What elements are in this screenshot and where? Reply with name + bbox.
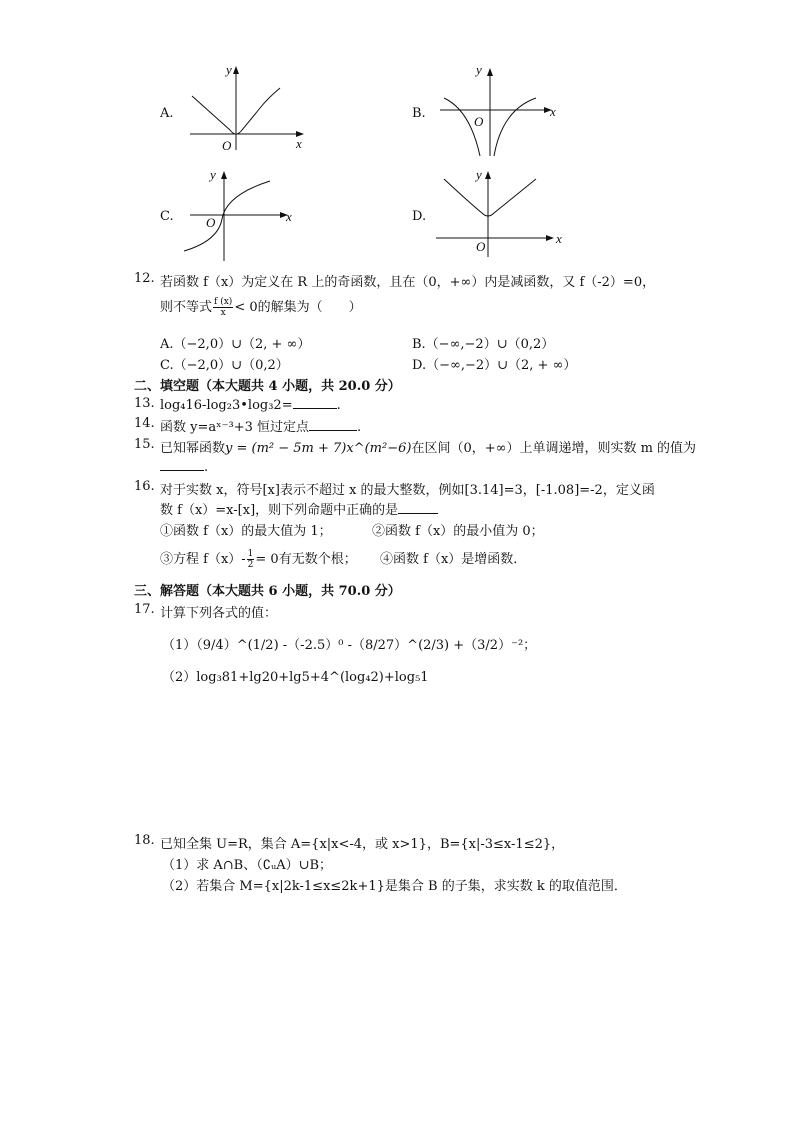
- graph-b: [430, 60, 565, 160]
- graph-c-x-label: x: [286, 209, 292, 224]
- option-a-label: A.: [160, 106, 174, 121]
- q13-answer-blank: [293, 396, 337, 409]
- q16-claim-3-fraction: [247, 549, 255, 570]
- q12-line2-post: < 0的解集为（ ）: [234, 300, 362, 315]
- q12-frac-num: f (x): [214, 297, 233, 307]
- q16-line1: 对于实数 x，符号[x]表示不超过 x 的最大整数，例如[3.14]=3，[-1.08]=-2，定义函: [160, 483, 655, 498]
- q17-title: 计算下列各式的值：: [160, 606, 278, 621]
- q18-line1: 已知全集 U=R，集合 A={x|x<-4，或 x>1}，B={x|-3≤x-1≤2}，: [160, 837, 565, 852]
- q12-option-a[interactable]: A.（−2,0）∪（2, + ∞）: [160, 337, 311, 352]
- q16-c3-frac-num: 1: [247, 549, 254, 559]
- q12-line2-pre: 则不等式: [160, 300, 213, 315]
- q12-frac-den: x: [220, 308, 226, 318]
- q15-number: 15.: [134, 437, 155, 452]
- q12-option-d[interactable]: D.（−∞,−2）∪（2, + ∞）: [412, 358, 577, 373]
- option-c-label: C.: [160, 209, 174, 224]
- graph-c: [180, 165, 300, 265]
- q16-line2: [160, 499, 438, 518]
- q18-number: 18.: [134, 833, 155, 848]
- graph-b-origin: O: [474, 114, 484, 129]
- q15-line1: [160, 437, 696, 456]
- q14-expression: 函数 y=aˣ⁻³+3 恒过定点: [160, 420, 309, 435]
- q16-claim-4: ④函数 f（x）是增函数．: [380, 552, 527, 567]
- q16-claim-2: ②函数 f（x）的最小值为 0；: [372, 524, 544, 539]
- q15-line2: [160, 458, 208, 475]
- q15-end: .: [204, 460, 209, 475]
- graph-d: [432, 165, 572, 260]
- graph-a-x-label: x: [296, 136, 302, 151]
- q16-answer-blank: [398, 501, 438, 514]
- q14-end: .: [357, 420, 362, 435]
- q12-option-b[interactable]: B.（−∞,−2）∪（0,2）: [412, 337, 555, 352]
- graph-d-x-label: x: [556, 231, 562, 246]
- q16-line2-text: 数 f（x）=x-[x]，则下列命题中正确的是: [160, 503, 399, 518]
- graph-a: [180, 60, 310, 155]
- q16-claim-3-post: = 0有无数个根；: [255, 552, 357, 567]
- graph-b-y-label: y: [476, 62, 482, 77]
- section-3-heading: 三、解答题（本大题共 6 小题，共 70.0 分）: [134, 584, 401, 599]
- graph-b-x-label: x: [550, 104, 556, 119]
- graph-d-origin: O: [476, 239, 486, 254]
- q15-pre: 已知幂函数: [160, 441, 226, 456]
- q13-number: 13.: [134, 396, 155, 411]
- q15-formula: y = (m² − 5m + 7)x^(m²−6): [225, 441, 412, 456]
- q15-answer-blank: [160, 458, 204, 471]
- q17-part1: （1）（9/4）^(1/2) -（-2.5）⁰ -（8/27）^(2/3) +（3/2）⁻²；: [162, 638, 537, 653]
- q13-end: .: [336, 398, 341, 413]
- q12-option-c[interactable]: C.（−2,0）∪（0,2）: [160, 358, 289, 373]
- q12-number: 12.: [134, 271, 155, 286]
- graph-c-y-label: y: [210, 167, 216, 182]
- q16-c3-frac-den: 2: [247, 560, 254, 570]
- q16-claim-3-pre: ③方程 f（x）-: [160, 552, 246, 567]
- q17-number: 17.: [134, 602, 155, 617]
- q15-post: 在区间（0，+∞）上单调递增，则实数 m 的值为: [411, 441, 697, 456]
- q18-part1: （1）求 A∩B、（∁ᵤA）∪B；: [162, 858, 333, 873]
- q12-fraction: [213, 297, 233, 318]
- q14-answer-blank: [309, 418, 357, 431]
- option-b-label: B.: [412, 106, 426, 121]
- q13-text: [160, 396, 341, 413]
- section-2-heading: 二、填空题（本大题共 4 小题，共 20.0 分）: [134, 379, 401, 394]
- q14-number: 14.: [134, 416, 155, 431]
- graph-d-y-label: y: [476, 167, 482, 182]
- option-d-label: D.: [412, 209, 427, 224]
- q13-expression: log₄16-log₂3•log₃2=: [160, 398, 293, 413]
- q12-line1: 若函数 f（x）为定义在 R 上的奇函数，且在（0，+∞）内是减函数，又 f（-2）=0，: [160, 275, 656, 290]
- graph-a-origin: O: [222, 138, 232, 153]
- q14-text: [160, 416, 361, 435]
- q16-claim-3: [160, 548, 357, 570]
- q16-number: 16.: [134, 479, 155, 494]
- q18-part2: （2）若集合 M={x|2k-1≤x≤2k+1}是集合 B 的子集，求实数 k 的取值范围．: [162, 879, 627, 894]
- q12-line2: [160, 296, 362, 318]
- q17-part2: （2）log₃81+lg20+lg5+4^(log₄2)+log₅1: [162, 670, 429, 685]
- graph-a-y-label: y: [226, 62, 232, 77]
- q16-claim-1: ①函数 f（x）的最大值为 1；: [160, 524, 332, 539]
- graph-c-origin: O: [206, 215, 216, 230]
